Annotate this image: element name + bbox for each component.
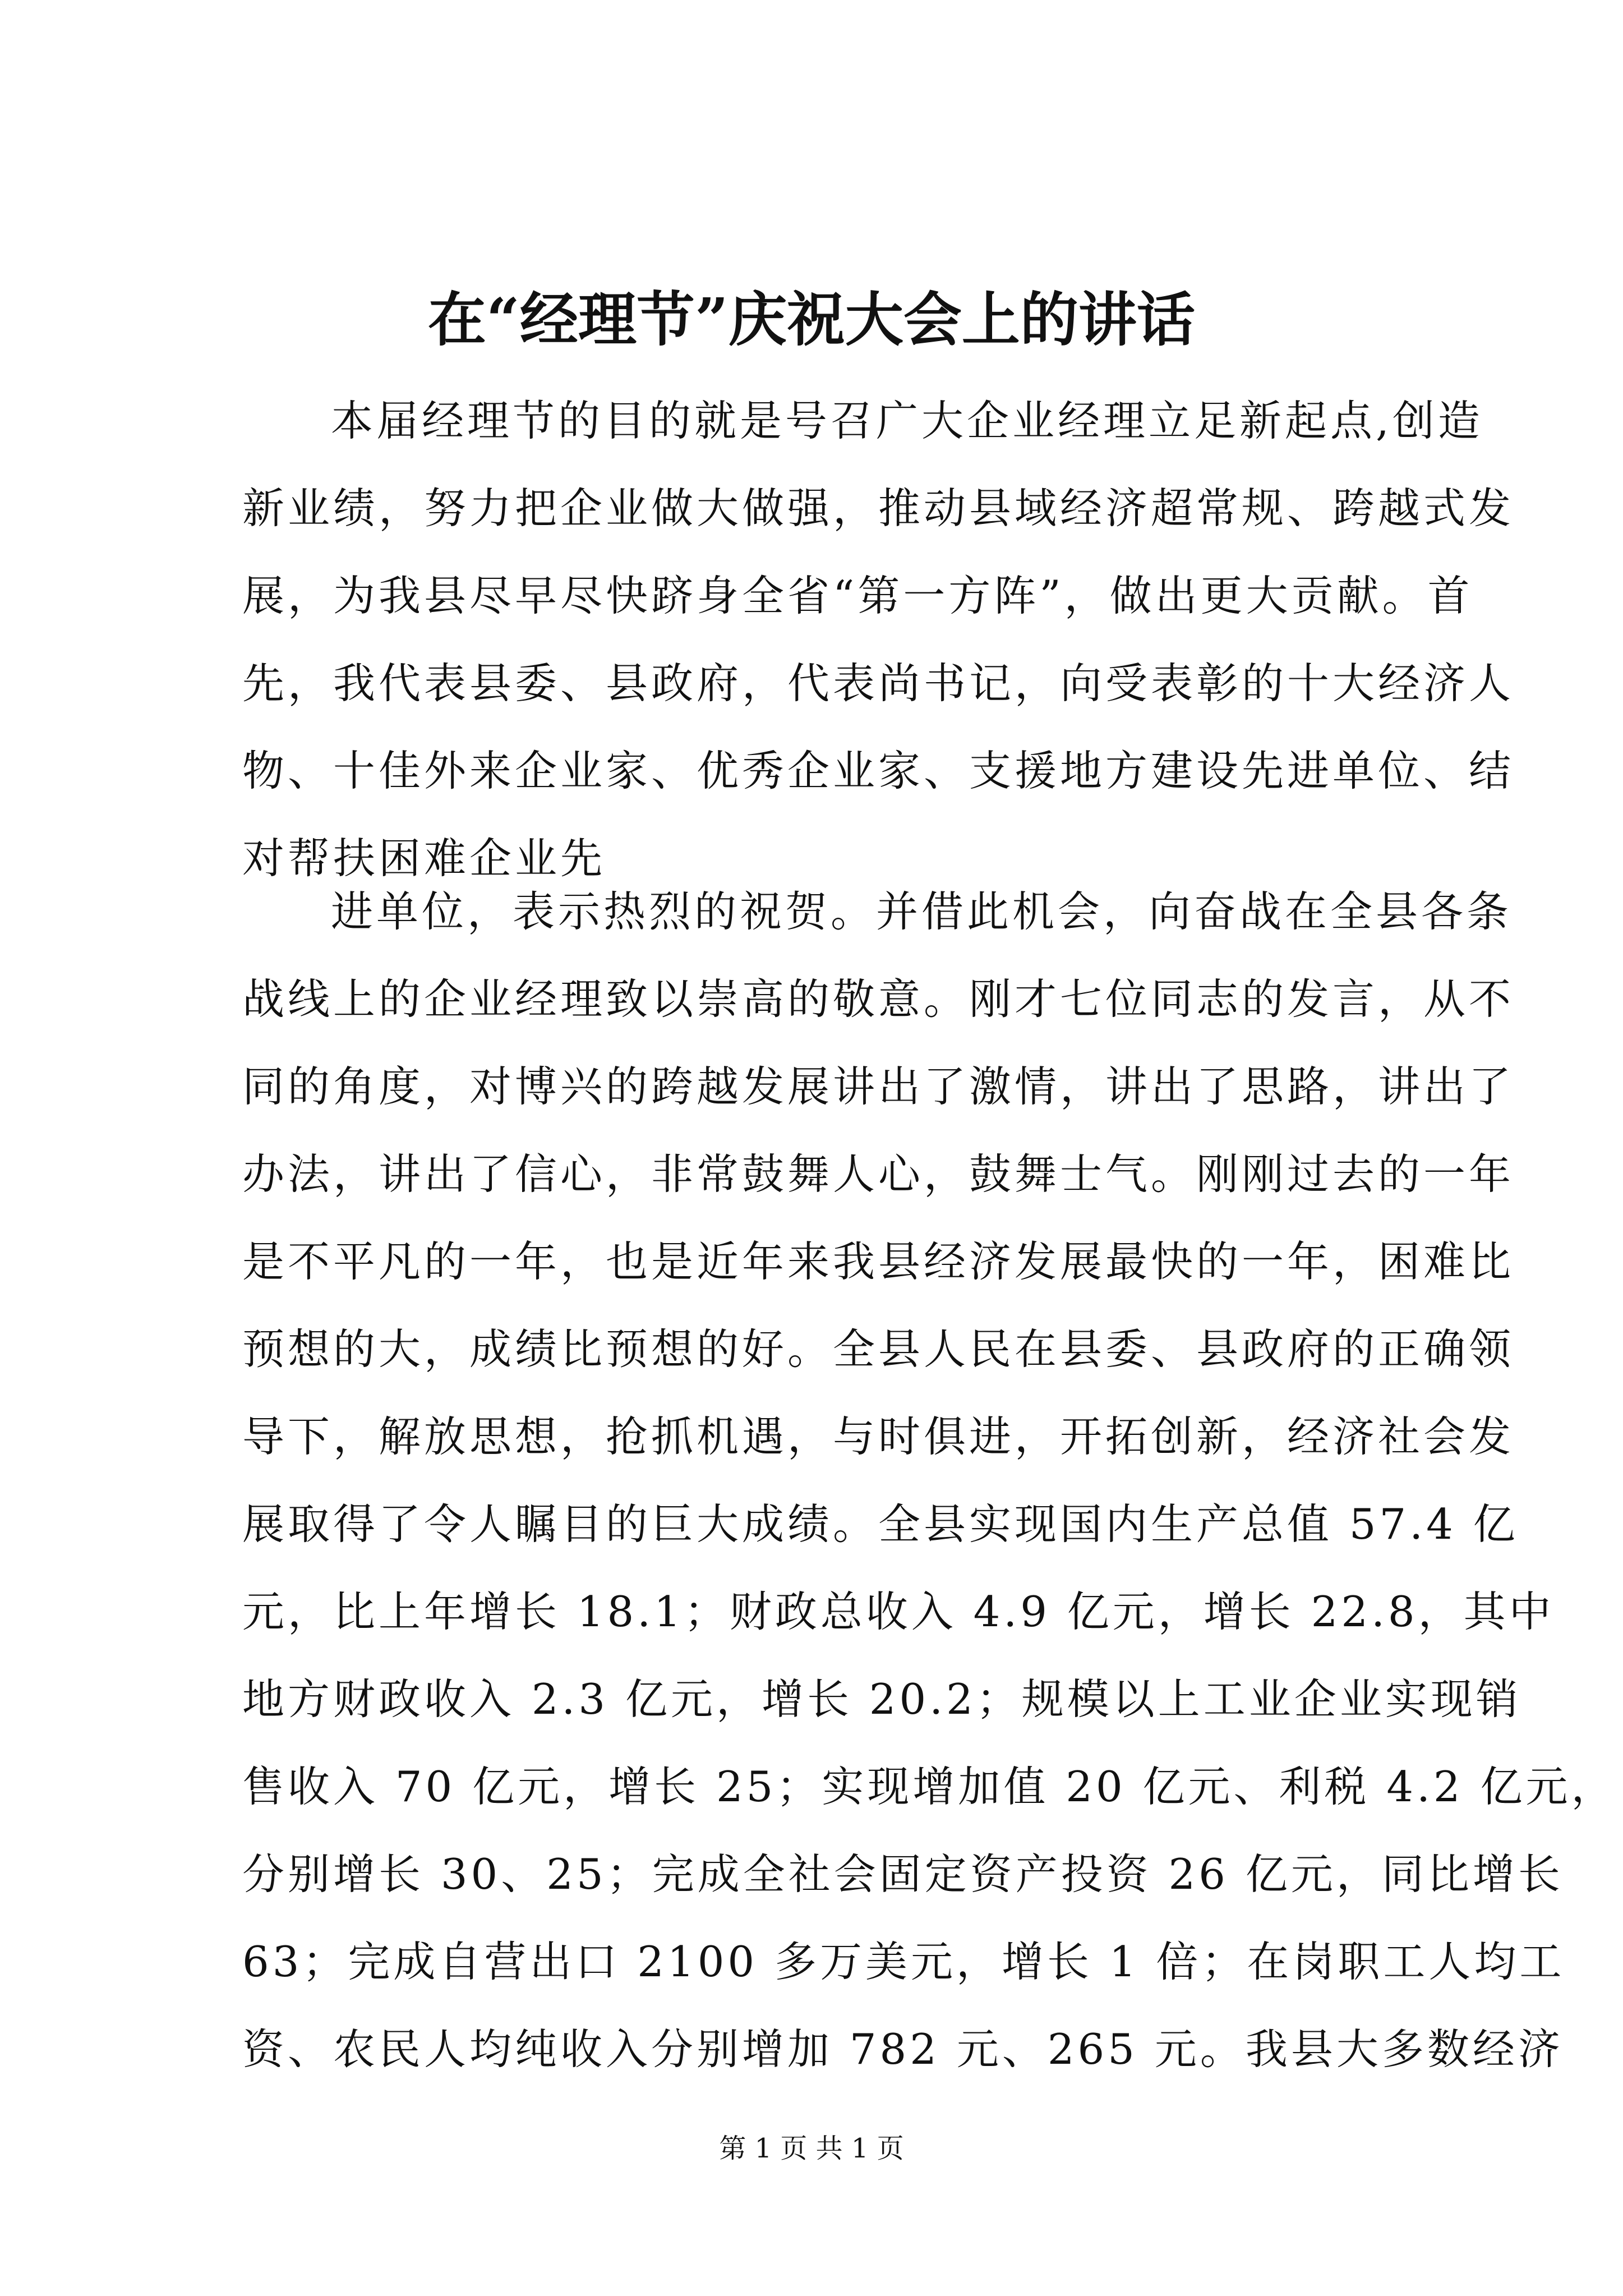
text-line: 售收入 70 亿元，增长 25；实现增加值 20 亿元、利税 4.2 亿元， [242,1762,1617,1811]
text-line: 对帮扶困难企业先 [242,834,606,883]
text-line: 预想的大，成绩比预想的好。全县人民在县委、县政府的正确领 [242,1324,1515,1374]
paragraph-1 [242,377,1515,902]
text-line: 分别增长 30、25；完成全社会固定资产投资 26 亿元，同比增长 [242,1849,1564,1899]
text-line: 物、十佳外来企业家、优秀企业家、支援地方建设先进单位、结 [242,746,1515,795]
text-line: 战线上的企业经理致以崇高的敬意。刚才七位同志的发言，从不 [242,974,1515,1024]
paragraph-2 [242,868,1617,2093]
text-line: 同的角度，对博兴的跨越发展讲出了激情，讲出了思路，讲出了 [242,1062,1515,1111]
text-line: 是不平凡的一年，也是近年来我县经济发展最快的一年，困难比 [242,1237,1515,1286]
text-line: 本届经理节的目的就是号召广大企业经理立足新起点,创造 [331,396,1483,445]
text-line: 元，比上年增长 18.1；财政总收入 4.9 亿元，增长 22.8，其中 [242,1587,1555,1636]
text-line: 新业绩，努力把企业做大做强，推动县域经济超常规、跨越式发 [242,484,1515,533]
text-line: 导下，解放思想，抢抓机遇，与时俱进，开拓创新，经济社会发 [242,1412,1515,1461]
text-line: 展，为我县尽早尽快跻身全省“第一方阵”，做出更大贡献。首 [242,571,1473,620]
text-line: 地方财政收入 2.3 亿元，增长 20.2；规模以上工业企业实现销 [242,1674,1521,1724]
text-line: 63；完成自营出口 2100 多万美元，增长 1 倍；在岗职工人均工 [242,1937,1565,1986]
page-footer: 第 1 页 共 1 页 [719,2133,904,2164]
text-line: 资、农民人均纯收入分别增加 782 元、265 元。我县大多数经济 [242,2024,1564,2074]
document-title: 在“经理节”庆祝大会上的讲话 [428,285,1195,354]
text-line: 办法，讲出了信心，非常鼓舞人心，鼓舞士气。刚刚过去的一年 [242,1149,1515,1199]
text-line: 展取得了令人瞩目的巨大成绩。全县实现国内生产总值 57.4 亿 [242,1499,1519,1549]
text-line: 先，我代表县委、县政府，代表尚书记，向受表彰的十大经济人 [242,659,1515,708]
text-line: 进单位，表示热烈的祝贺。并借此机会，向奋战在全县各条 [331,887,1513,936]
